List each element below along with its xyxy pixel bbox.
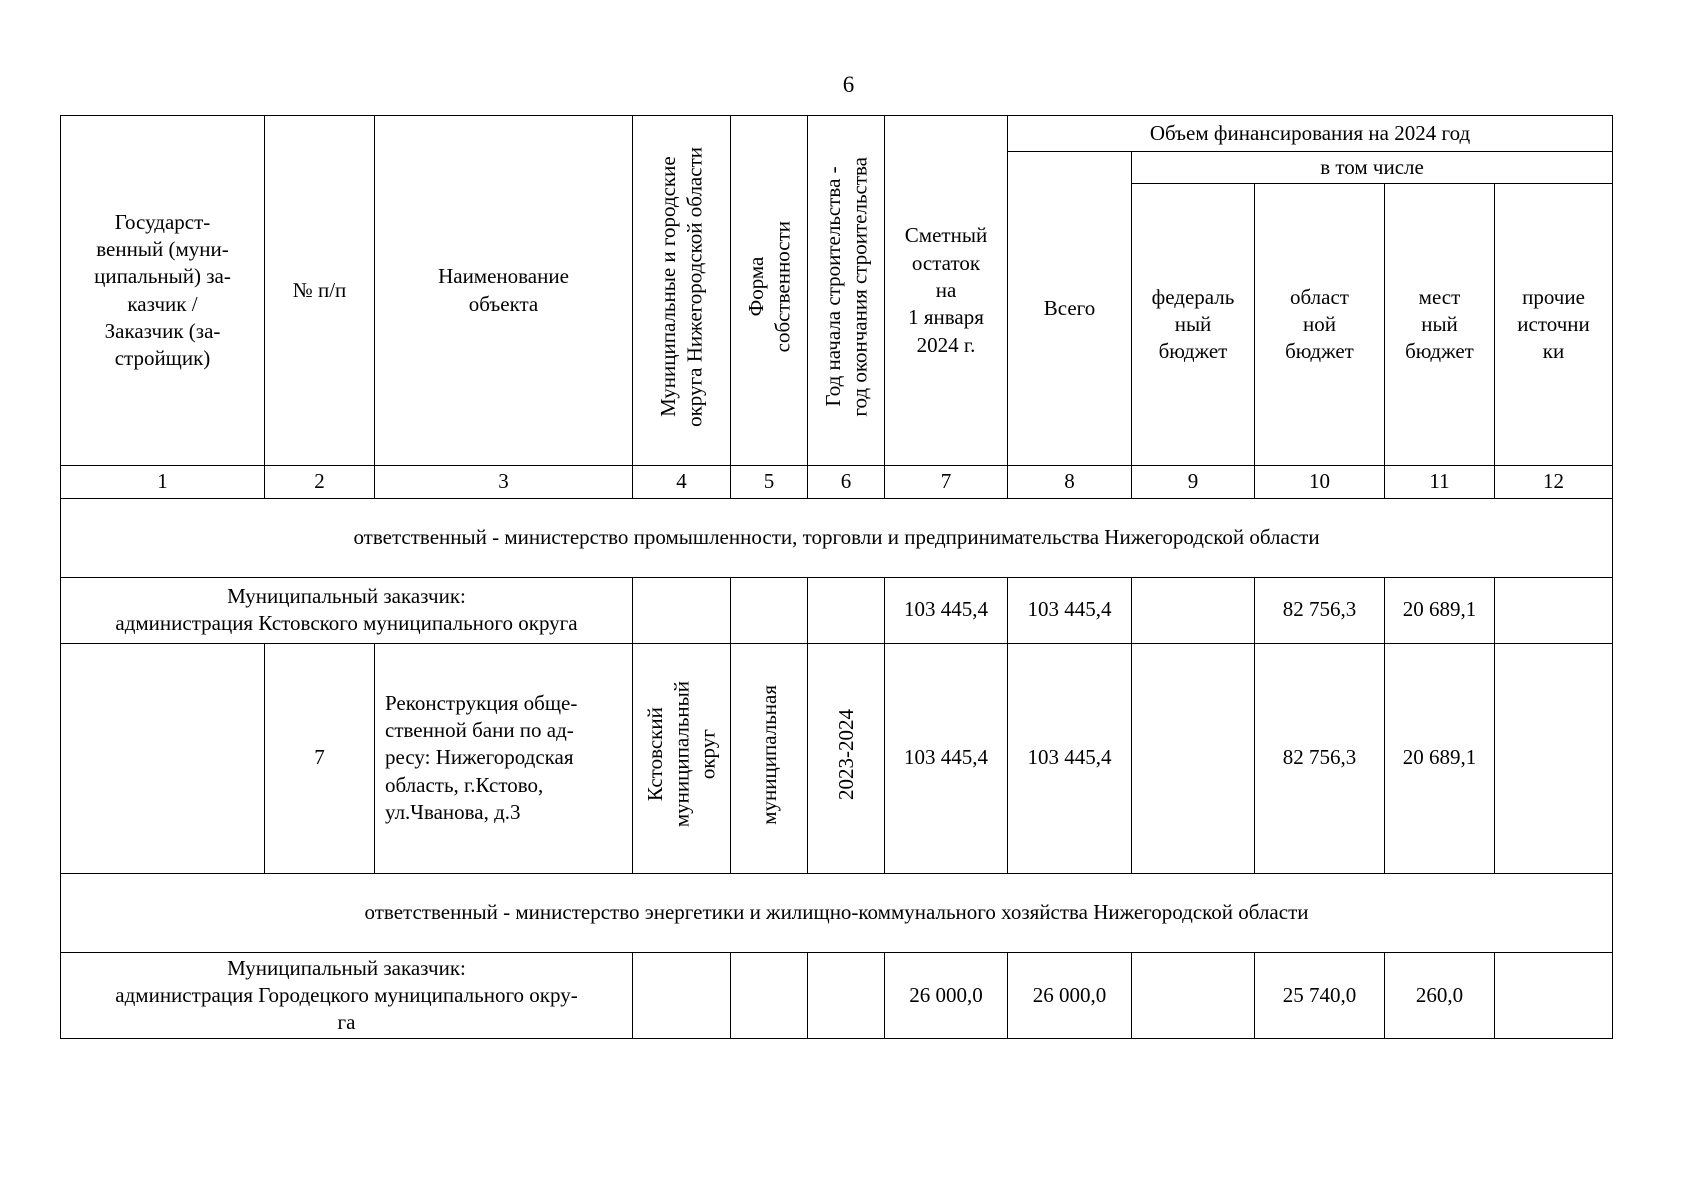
object-ownership-text: муниципальная <box>756 684 781 825</box>
column-number: 5 <box>731 466 808 498</box>
local-value: 20 689,1 <box>1385 643 1495 873</box>
object-municipality <box>633 643 731 873</box>
empty-cell <box>808 577 885 643</box>
header-regional: област ной бюджет <box>1255 184 1385 466</box>
header-years <box>808 116 885 466</box>
financing-table <box>60 115 1613 1039</box>
column-number: 12 <box>1495 466 1613 498</box>
empty-cell <box>633 577 731 643</box>
column-number: 6 <box>808 466 885 498</box>
regional-value: 82 756,3 <box>1255 643 1385 873</box>
other-value <box>1495 643 1613 873</box>
object-name: Реконструкция обще- ственной бани по ад- ресу: Нижегородская область, г.Кстово, ул.Чванова, д.3 <box>375 643 633 873</box>
header-municipalities-text: Муниципальные и городские округа Нижегородской области <box>656 147 707 427</box>
local-value: 260,0 <box>1385 952 1495 1039</box>
column-number: 8 <box>1008 466 1132 498</box>
federal-value <box>1132 577 1255 643</box>
empty-cell <box>633 952 731 1039</box>
total-value: 103 445,4 <box>1008 643 1132 873</box>
page-number: 6 <box>842 72 855 97</box>
section-title: ответственный - министерство энергетики и жилищно-коммунального хозяйства Нижегородской области <box>61 873 1613 952</box>
column-number: 1 <box>61 466 265 498</box>
header-local: мест ный бюджет <box>1385 184 1495 466</box>
column-number: 10 <box>1255 466 1385 498</box>
section-title: ответственный - министерство промышленности, торговли и предпринимательства Нижегородской области <box>61 498 1613 577</box>
customer-label: Муниципальный заказчик: администрация Городецкого муниципального окру- га <box>61 952 633 1039</box>
regional-value: 82 756,3 <box>1255 577 1385 643</box>
header-federal: федераль ный бюджет <box>1132 184 1255 466</box>
header-municipalities <box>633 116 731 466</box>
empty-cell <box>731 577 808 643</box>
total-value: 26 000,0 <box>1008 952 1132 1039</box>
empty-cell <box>731 952 808 1039</box>
column-number: 2 <box>265 466 375 498</box>
federal-value <box>1132 952 1255 1039</box>
column-number: 4 <box>633 466 731 498</box>
column-number: 7 <box>885 466 1008 498</box>
header-number: № п/п <box>265 116 375 466</box>
estimated-balance-value: 103 445,4 <box>885 643 1008 873</box>
header-total: Всего <box>1008 152 1132 466</box>
empty-cell <box>61 643 265 873</box>
header-ownership <box>731 116 808 466</box>
header-funding-group: Объем финансирования на 2024 год <box>1008 116 1613 152</box>
column-number: 3 <box>375 466 633 498</box>
regional-value: 25 740,0 <box>1255 952 1385 1039</box>
other-value <box>1495 952 1613 1039</box>
column-number: 11 <box>1385 466 1495 498</box>
header-including: в том числе <box>1132 152 1613 184</box>
column-number: 9 <box>1132 466 1255 498</box>
object-municipality-text: Кстовский муниципальный округ <box>643 681 720 828</box>
federal-value <box>1132 643 1255 873</box>
local-value: 20 689,1 <box>1385 577 1495 643</box>
header-estimated-balance: Сметный остаток на 1 января 2024 г. <box>885 116 1008 466</box>
header-customer: Государст- венный (муни- ципальный) за- казчик / Заказчик (за- стройщик) <box>61 116 265 466</box>
object-number: 7 <box>265 643 375 873</box>
object-years-text: 2023-2024 <box>833 708 858 800</box>
empty-cell <box>808 952 885 1039</box>
object-ownership <box>731 643 808 873</box>
estimated-balance-value: 26 000,0 <box>885 952 1008 1039</box>
total-value: 103 445,4 <box>1008 577 1132 643</box>
estimated-balance-value: 103 445,4 <box>885 577 1008 643</box>
other-value <box>1495 577 1613 643</box>
header-ownership-text: Форма собственности <box>743 221 794 353</box>
customer-label: Муниципальный заказчик: администрация Кстовского муниципального округа <box>61 577 633 643</box>
object-years <box>808 643 885 873</box>
header-object-name: Наименование объекта <box>375 116 633 466</box>
header-years-text: Год начала строительства - год окончания строительства <box>820 157 871 417</box>
header-other: прочие источни ки <box>1495 184 1613 466</box>
